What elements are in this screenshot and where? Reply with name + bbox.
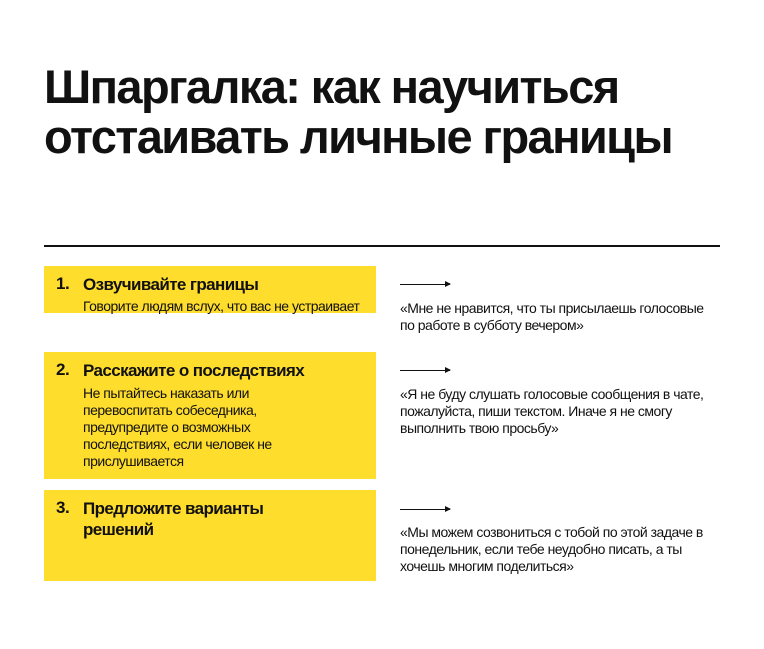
step-heading: Озвучивайте границы bbox=[83, 275, 259, 294]
step-example: «Мы можем созвониться с тобой по этой задаче в понедельник, если тебе неудобно писать, а ты хочешь многим поделиться» bbox=[400, 524, 703, 574]
step-description: Говорите людям вслух, что вас не устраивает bbox=[83, 298, 360, 314]
step-number: 1. bbox=[56, 274, 70, 293]
step-example: «Мне не нравится, что ты присылаешь голосовые по работе в субботу вечером» bbox=[400, 300, 704, 333]
step-number: 3. bbox=[56, 498, 70, 517]
step-card-1 bbox=[44, 266, 376, 313]
step-heading: Предложите варианты решений bbox=[83, 499, 264, 539]
step-card-2 bbox=[44, 352, 376, 479]
step-card-3 bbox=[44, 490, 376, 581]
arrow-icon bbox=[400, 370, 450, 371]
page-title: Шпаргалка: как научиться отстаивать личные границы bbox=[44, 60, 673, 163]
divider bbox=[44, 245, 720, 247]
step-description: Не пытайтесь наказать или перевоспитать собеседника, предупредите о возможных последствиях, если человек не прислушивается bbox=[83, 385, 272, 469]
step-example: «Я не буду слушать голосовые сообщения в чате, пожалуйста, пиши текстом. Иначе я не смогу выполнить твою просьбу» bbox=[400, 386, 704, 436]
arrow-icon bbox=[400, 509, 450, 510]
step-heading: Расскажите о последствиях bbox=[83, 361, 305, 380]
step-number: 2. bbox=[56, 360, 70, 379]
arrow-icon bbox=[400, 284, 450, 285]
